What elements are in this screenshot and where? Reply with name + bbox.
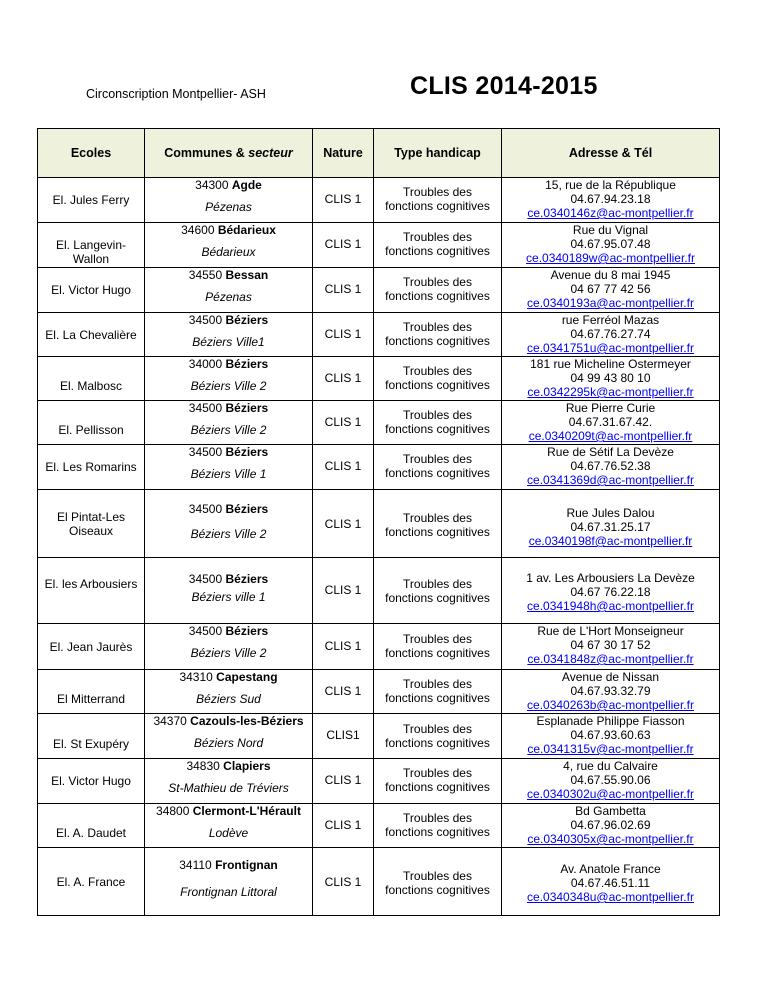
cell-handicap [374,223,502,268]
commune-name: Frontignan [215,858,278,872]
ecole-name: El Mitterrand [56,692,126,706]
table-row [38,490,720,558]
phone-number: 04.67.55.90.06 [570,773,651,787]
address-block [502,862,719,904]
commune-name: Béziers [225,624,269,638]
ecole-name: El. Victor Hugo [51,774,131,788]
table-row [38,558,720,624]
street-address: 15, rue de la République [545,178,676,192]
type-handicap: Troubles des fonctions cognitives [385,230,490,258]
commune-name: Clapiers [223,759,271,773]
cell-commune [145,401,313,445]
commune-name: Bédarieux [217,223,276,237]
street-address: Rue de Sétif La Devèze [547,445,674,459]
cell-ecole [38,670,145,714]
phone-number: 04.67 76.22.18 [570,585,651,599]
table-row [38,313,720,357]
cell-adresse [502,445,720,490]
postal-code: 34500 [188,502,223,516]
header-communes-label: Communes & [164,146,249,160]
commune-line [145,445,312,459]
address-block [502,804,719,846]
commune-line [145,502,312,516]
cell-commune [145,357,313,401]
cell-nature [313,357,374,401]
commune-line [145,223,312,237]
nature: CLIS 1 [324,459,362,473]
cell-ecole [38,848,145,916]
commune-line [145,313,312,327]
email-link[interactable]: ce.0341948h@ac-montpellier.fr [527,599,694,613]
cell-nature [313,313,374,357]
street-address: Rue du Vignal [572,223,649,237]
table-header-row [38,129,720,178]
cell-nature [313,804,374,848]
table-row [38,178,720,223]
email-link[interactable]: ce.0340189w@ac-montpellier.fr [526,251,695,265]
secteur: St-Mathieu de Tréviers [168,781,289,795]
cell-nature [313,223,374,268]
phone-number: 04.67.31.25.17 [570,520,651,534]
header-secteur-label: secteur [248,146,293,160]
header-adresse: Adresse & Tél [502,129,720,178]
secteur: Pézenas [205,290,252,304]
nature: CLIS1 [326,728,360,742]
address-block [502,759,719,801]
ecole-name: El. St Exupéry [52,737,130,751]
table-row [38,445,720,490]
phone-number: 04 67 30 17 52 [570,638,651,652]
street-address: 4, rue du Calvaire [563,759,658,773]
type-handicap: Troubles des fonctions cognitives [385,511,490,539]
cell-handicap [374,445,502,490]
commune-name: Béziers [225,445,269,459]
table-row [38,804,720,848]
email-link[interactable]: ce.0341369d@ac-montpellier.fr [527,473,694,487]
cell-ecole [38,178,145,223]
address-block [502,268,719,310]
phone-number: 04.67.76.52.38 [570,459,651,473]
cell-ecole [38,804,145,848]
cell-ecole [38,357,145,401]
commune-name: Béziers [225,357,269,371]
nature: CLIS 1 [324,517,362,531]
commune-name: Béziers [225,313,269,327]
type-handicap: Troubles des fonctions cognitives [385,811,490,839]
commune-line [145,268,312,282]
postal-code: 34000 [188,357,223,371]
cell-nature [313,670,374,714]
secteur: Béziers Ville1 [192,335,265,349]
cell-ecole [38,558,145,624]
cell-commune [145,804,313,848]
phone-number: 04.67.31.67.42. [568,415,653,429]
nature: CLIS 1 [324,371,362,385]
email-link[interactable]: ce.0342295k@ac-montpellier.fr [527,385,694,399]
table-row [38,714,720,759]
postal-code: 34310 [179,670,213,684]
cell-handicap [374,558,502,624]
cell-nature [313,759,374,804]
postal-code: 34500 [188,313,223,327]
nature: CLIS 1 [324,192,362,206]
cell-commune [145,223,313,268]
cell-commune [145,670,313,714]
table-row [38,759,720,804]
cell-commune [145,445,313,490]
cell-adresse [502,178,720,223]
secteur: Bédarieux [201,245,256,259]
commune-line [145,624,312,638]
table-row [38,223,720,268]
email-link[interactable]: ce.0341848z@ac-montpellier.fr [527,652,694,666]
ecole-name: El. A. France [56,875,126,889]
type-handicap: Troubles des fonctions cognitives [385,185,490,213]
secteur: Béziers Sud [196,692,261,706]
nature: CLIS 1 [324,282,362,296]
cell-adresse [502,624,720,670]
header-type-handicap: Type handicap [374,129,502,178]
commune-name: Agde [231,178,262,192]
address-block [502,223,719,265]
address-block [502,178,719,220]
postal-code: 34830 [186,759,220,773]
street-address: Esplanade Philippe Fiasson [536,714,685,728]
cell-adresse [502,223,720,268]
header-ecoles: Ecoles [38,129,145,178]
commune-name: Béziers [225,572,269,586]
commune-name: Bessan [225,268,269,282]
cell-ecole [38,401,145,445]
email-link[interactable]: ce.0340305x@ac-montpellier.fr [527,832,694,846]
cell-nature [313,624,374,670]
ecole-name: El. Jean Jaurès [49,640,133,654]
cell-adresse [502,714,720,759]
ecole-name: El. Malbosc [59,379,123,393]
cell-ecole [38,313,145,357]
commune-line [145,759,312,773]
cell-adresse [502,759,720,804]
secteur: Béziers Ville 2 [190,527,267,541]
page-title: CLIS 2014-2015 [410,72,598,100]
email-link[interactable]: ce.0340263b@ac-montpellier.fr [527,698,694,712]
email-link[interactable]: ce.0341751u@ac-montpellier.fr [527,341,694,355]
nature: CLIS 1 [324,583,362,597]
commune-name: Béziers [225,502,269,516]
cell-ecole [38,268,145,313]
nature: CLIS 1 [324,327,362,341]
street-address: Avenue de Nissan [561,670,660,684]
commune-line [145,714,312,728]
phone-number: 04 99 43 80 10 [570,371,651,385]
secteur: Béziers Ville 2 [190,646,267,660]
street-address: Av. Anatole France [560,862,661,876]
circonscription-label: Circonscription Montpellier- ASH [86,87,266,101]
commune-line [145,178,312,192]
nature: CLIS 1 [324,684,362,698]
cell-handicap [374,804,502,848]
ecole-name: El. A. Daudet [55,826,127,840]
nature: CLIS 1 [324,237,362,251]
ecole-name: El. Les Romarins [45,460,137,474]
email-link[interactable]: ce.0340302u@ac-montpellier.fr [527,787,694,801]
commune-name: Clermont-L'Hérault [192,804,301,818]
commune-line [145,670,312,684]
type-handicap: Troubles des fonctions cognitives [385,452,490,480]
cell-adresse [502,357,720,401]
nature: CLIS 1 [324,639,362,653]
commune-line [145,804,312,818]
postal-code: 34500 [188,572,223,586]
table-row [38,848,720,916]
street-address: Avenue du 8 mai 1945 [550,268,671,282]
type-handicap: Troubles des fonctions cognitives [385,408,490,436]
cell-adresse [502,401,720,445]
ecole-name: El. Victor Hugo [51,283,131,297]
commune-line [145,357,312,371]
table-row [38,268,720,313]
ecole-name: El. Pellisson [58,423,124,437]
postal-code: 34550 [188,268,223,282]
street-address: rue Ferréol Mazas [561,313,660,327]
phone-number: 04 67 77 42 56 [570,282,651,296]
address-block [502,401,719,443]
email-link[interactable]: ce.0340198f@ac-montpellier.fr [528,534,693,548]
cell-adresse [502,490,720,558]
type-handicap: Troubles des fonctions cognitives [385,766,490,794]
cell-commune [145,268,313,313]
document-header [0,0,768,130]
table-row [38,357,720,401]
address-block [502,670,719,712]
address-block [502,571,719,613]
cell-handicap [374,848,502,916]
phone-number: 04.67.93.32.79 [570,684,651,698]
cell-handicap [374,357,502,401]
cell-ecole [38,223,145,268]
ecole-name: El Pintat-Les Oiseaux [56,510,126,538]
nature: CLIS 1 [324,875,362,889]
secteur: Béziers Nord [193,736,264,750]
cell-handicap [374,178,502,223]
ecole-name: El. Langevin-Wallon [55,238,127,266]
cell-commune [145,313,313,357]
postal-code: 34500 [188,624,223,638]
cell-nature [313,178,374,223]
type-handicap: Troubles des fonctions cognitives [385,632,490,660]
cell-commune [145,759,313,804]
phone-number: 04.67.93.60.63 [570,728,651,742]
commune-name: Capestang [216,670,278,684]
ecole-name: El. Jules Ferry [52,193,130,207]
street-address: Rue Jules Dalou [566,506,655,520]
postal-code: 34600 [181,223,215,237]
cell-commune [145,848,313,916]
postal-code: 34370 [153,714,187,728]
secteur: Frontignan Littoral [180,885,277,899]
cell-handicap [374,401,502,445]
cell-handicap [374,714,502,759]
cell-adresse [502,313,720,357]
cell-adresse [502,268,720,313]
cell-adresse [502,804,720,848]
street-address: 1 av. Les Arbousiers La Devèze [526,571,695,585]
cell-nature [313,268,374,313]
header-communes [145,129,313,178]
cell-commune [145,490,313,558]
header-nature: Nature [313,129,374,178]
cell-nature [313,445,374,490]
cell-ecole [38,624,145,670]
address-block [502,357,719,399]
phone-number: 04.67.46.51.11 [570,876,651,890]
address-block [502,714,719,756]
cell-ecole [38,714,145,759]
type-handicap: Troubles des fonctions cognitives [385,320,490,348]
phone-number: 04.67.95.07.48 [570,237,651,251]
cell-handicap [374,624,502,670]
cell-commune [145,714,313,759]
phone-number: 04.67.94.23.18 [570,192,651,206]
cell-handicap [374,313,502,357]
email-link[interactable]: ce.0340193a@ac-montpellier.fr [527,296,694,310]
cell-adresse [502,848,720,916]
clis-table [37,128,720,916]
street-address: Rue de L'Hort Monseigneur [537,624,684,638]
commune-name: Cazouls-les-Béziers [190,714,304,728]
email-link[interactable]: ce.0341315v@ac-montpellier.fr [527,742,694,756]
cell-adresse [502,558,720,624]
cell-commune [145,558,313,624]
cell-commune [145,624,313,670]
cell-handicap [374,670,502,714]
type-handicap: Troubles des fonctions cognitives [385,677,490,705]
secteur: Béziers Ville 2 [190,423,267,437]
ecole-name: El. les Arbousiers [44,577,138,591]
postal-code: 34800 [156,804,190,818]
commune-line [145,858,312,872]
table-row [38,670,720,714]
postal-code: 34500 [188,401,223,415]
cell-nature [313,558,374,624]
cell-handicap [374,490,502,558]
cell-nature [313,714,374,759]
address-block [502,313,719,355]
phone-number: 04.67.96.02.69 [570,818,651,832]
secteur: Béziers Ville 2 [190,379,267,393]
email-link[interactable]: ce.0340146z@ac-montpellier.fr [527,206,694,220]
table-row [38,624,720,670]
postal-code: 34500 [188,445,223,459]
cell-adresse [502,670,720,714]
type-handicap: Troubles des fonctions cognitives [385,364,490,392]
cell-nature [313,490,374,558]
cell-handicap [374,268,502,313]
address-block [502,624,719,666]
cell-handicap [374,759,502,804]
postal-code: 34110 [179,858,212,872]
street-address: Rue Pierre Curie [565,401,656,415]
commune-name: Béziers [225,401,269,415]
address-block [502,445,719,487]
secteur: Béziers ville 1 [191,590,266,604]
email-link[interactable]: ce.0340209t@ac-montpellier.fr [528,429,693,443]
nature: CLIS 1 [324,773,362,787]
secteur: Pézenas [205,200,252,214]
cell-nature [313,848,374,916]
cell-ecole [38,490,145,558]
street-address: 181 rue Micheline Ostermeyer [530,357,691,371]
type-handicap: Troubles des fonctions cognitives [385,577,490,605]
cell-ecole [38,445,145,490]
phone-number: 04.67.76.27.74 [570,327,651,341]
cell-commune [145,178,313,223]
email-link[interactable]: ce.0340348u@ac-montpellier.fr [527,890,694,904]
type-handicap: Troubles des fonctions cognitives [385,722,490,750]
secteur: Béziers Ville 1 [190,467,267,481]
table-row [38,401,720,445]
type-handicap: Troubles des fonctions cognitives [385,275,490,303]
postal-code: 34300 [195,178,229,192]
ecole-name: El. La Chevalière [45,328,137,342]
street-address: Bd Gambetta [575,804,646,818]
type-handicap: Troubles des fonctions cognitives [385,869,490,897]
cell-nature [313,401,374,445]
cell-ecole [38,759,145,804]
nature: CLIS 1 [324,818,362,832]
commune-line [145,401,312,415]
secteur: Lodève [208,826,249,840]
nature: CLIS 1 [324,415,362,429]
commune-line [145,572,312,586]
address-block [502,506,719,548]
